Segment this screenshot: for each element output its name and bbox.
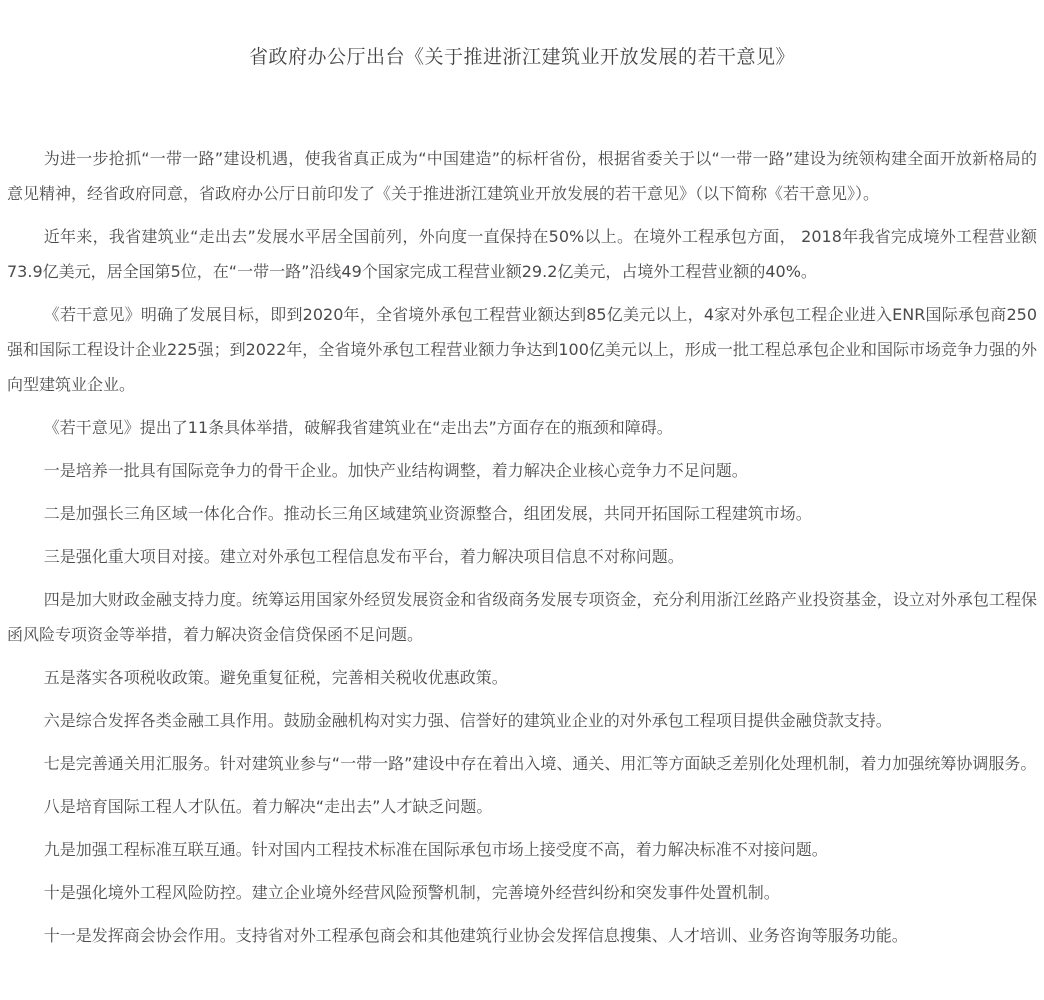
paragraph: 十一是发挥商会协会作用。支持省对外工程承包商会和其他建筑行业协会发挥信息搜集、人才培训、业务咨询等服务功能。	[43, 926, 908, 945]
paragraph: 九是加强工程标准互联互通。针对国内工程技术标准在国际承包市场上接受度不高，着力解决标准不对接问题。	[43, 840, 828, 859]
article-body	[7, 141, 1037, 953]
paragraph: 四是加大财政金融支持力度。统筹运用国家外经贸发展资金和省级商务发展专项资金，充分利用浙江丝路产业投资基金，设立对外承包工程保函风险专项资金等举措，着力解决资金信贷保函不足问题。	[7, 590, 1037, 644]
paragraph: 《若干意见》提出了11条具体举措，破解我省建筑业在“走出去”方面存在的瓶颈和障碍。	[43, 418, 673, 437]
page-title: 省政府办公厅出台《关于推进浙江建筑业开放发展的若干意见》	[248, 46, 795, 68]
paragraph: 十是强化境外工程风险防控。建立企业境外经营风险预警机制，完善境外经营纠纷和突发事件处置机制。	[43, 883, 780, 902]
paragraph: 二是加强长三角区域一体化合作。推动长三角区域建筑业资源整合，组团发展，共同开拓国际工程建筑市场。	[43, 504, 812, 523]
paragraph: 五是落实各项税收政策。避免重复征税，完善相关税收优惠政策。	[43, 668, 508, 687]
paragraph: 《若干意见》明确了发展目标，即到2020年，全省境外承包工程营业额达到85亿美元以上，4家对外承包工程企业进入ENR国际承包商250强和国际工程设计企业225强；到2022年，全省境外承包工程营业额力争达到100亿美元以上，形成一批工程总承包企业和国际市场竞争力强的外向型建筑业企业。	[7, 305, 1037, 394]
paragraph: 近年来，我省建筑业“走出去”发展水平居全国前列，外向度一直保持在50%以上。在境外工程承包方面， 2018年我省完成境外工程营业额73.9亿美元，居全国第5位，在“一带一路”沿线49个国家完成工程营业额29.2亿美元，占境外工程营业额的40%。	[7, 227, 1037, 281]
paragraph: 为进一步抢抓“一带一路”建设机遇，使我省真正成为“中国建造”的标杆省份，根据省委关于以“一带一路”建设为统领构建全面开放新格局的意见精神，经省政府同意，省政府办公厅日前印发了《关于推进浙江建筑业开放发展的若干意见》（以下简称《若干意见》）。	[7, 149, 1037, 203]
paragraph: 六是综合发挥各类金融工具作用。鼓励金融机构对实力强、信誉好的建筑业企业的对外承包工程项目提供金融贷款支持。	[43, 711, 892, 730]
paragraph: 三是强化重大项目对接。建立对外承包工程信息发布平台，着力解决项目信息不对称问题。	[43, 547, 684, 566]
paragraph: 七是完善通关用汇服务。针对建筑业参与“一带一路”建设中存在着出入境、通关、用汇等方面缺乏差别化处理机制，着力加强统筹协调服务。	[43, 754, 1037, 773]
paragraph: 八是培育国际工程人才队伍。着力解决“走出去”人才缺乏问题。	[43, 797, 493, 816]
paragraph: 一是培养一批具有国际竞争力的骨干企业。加快产业结构调整，着力解决企业核心竞争力不足问题。	[43, 461, 748, 480]
